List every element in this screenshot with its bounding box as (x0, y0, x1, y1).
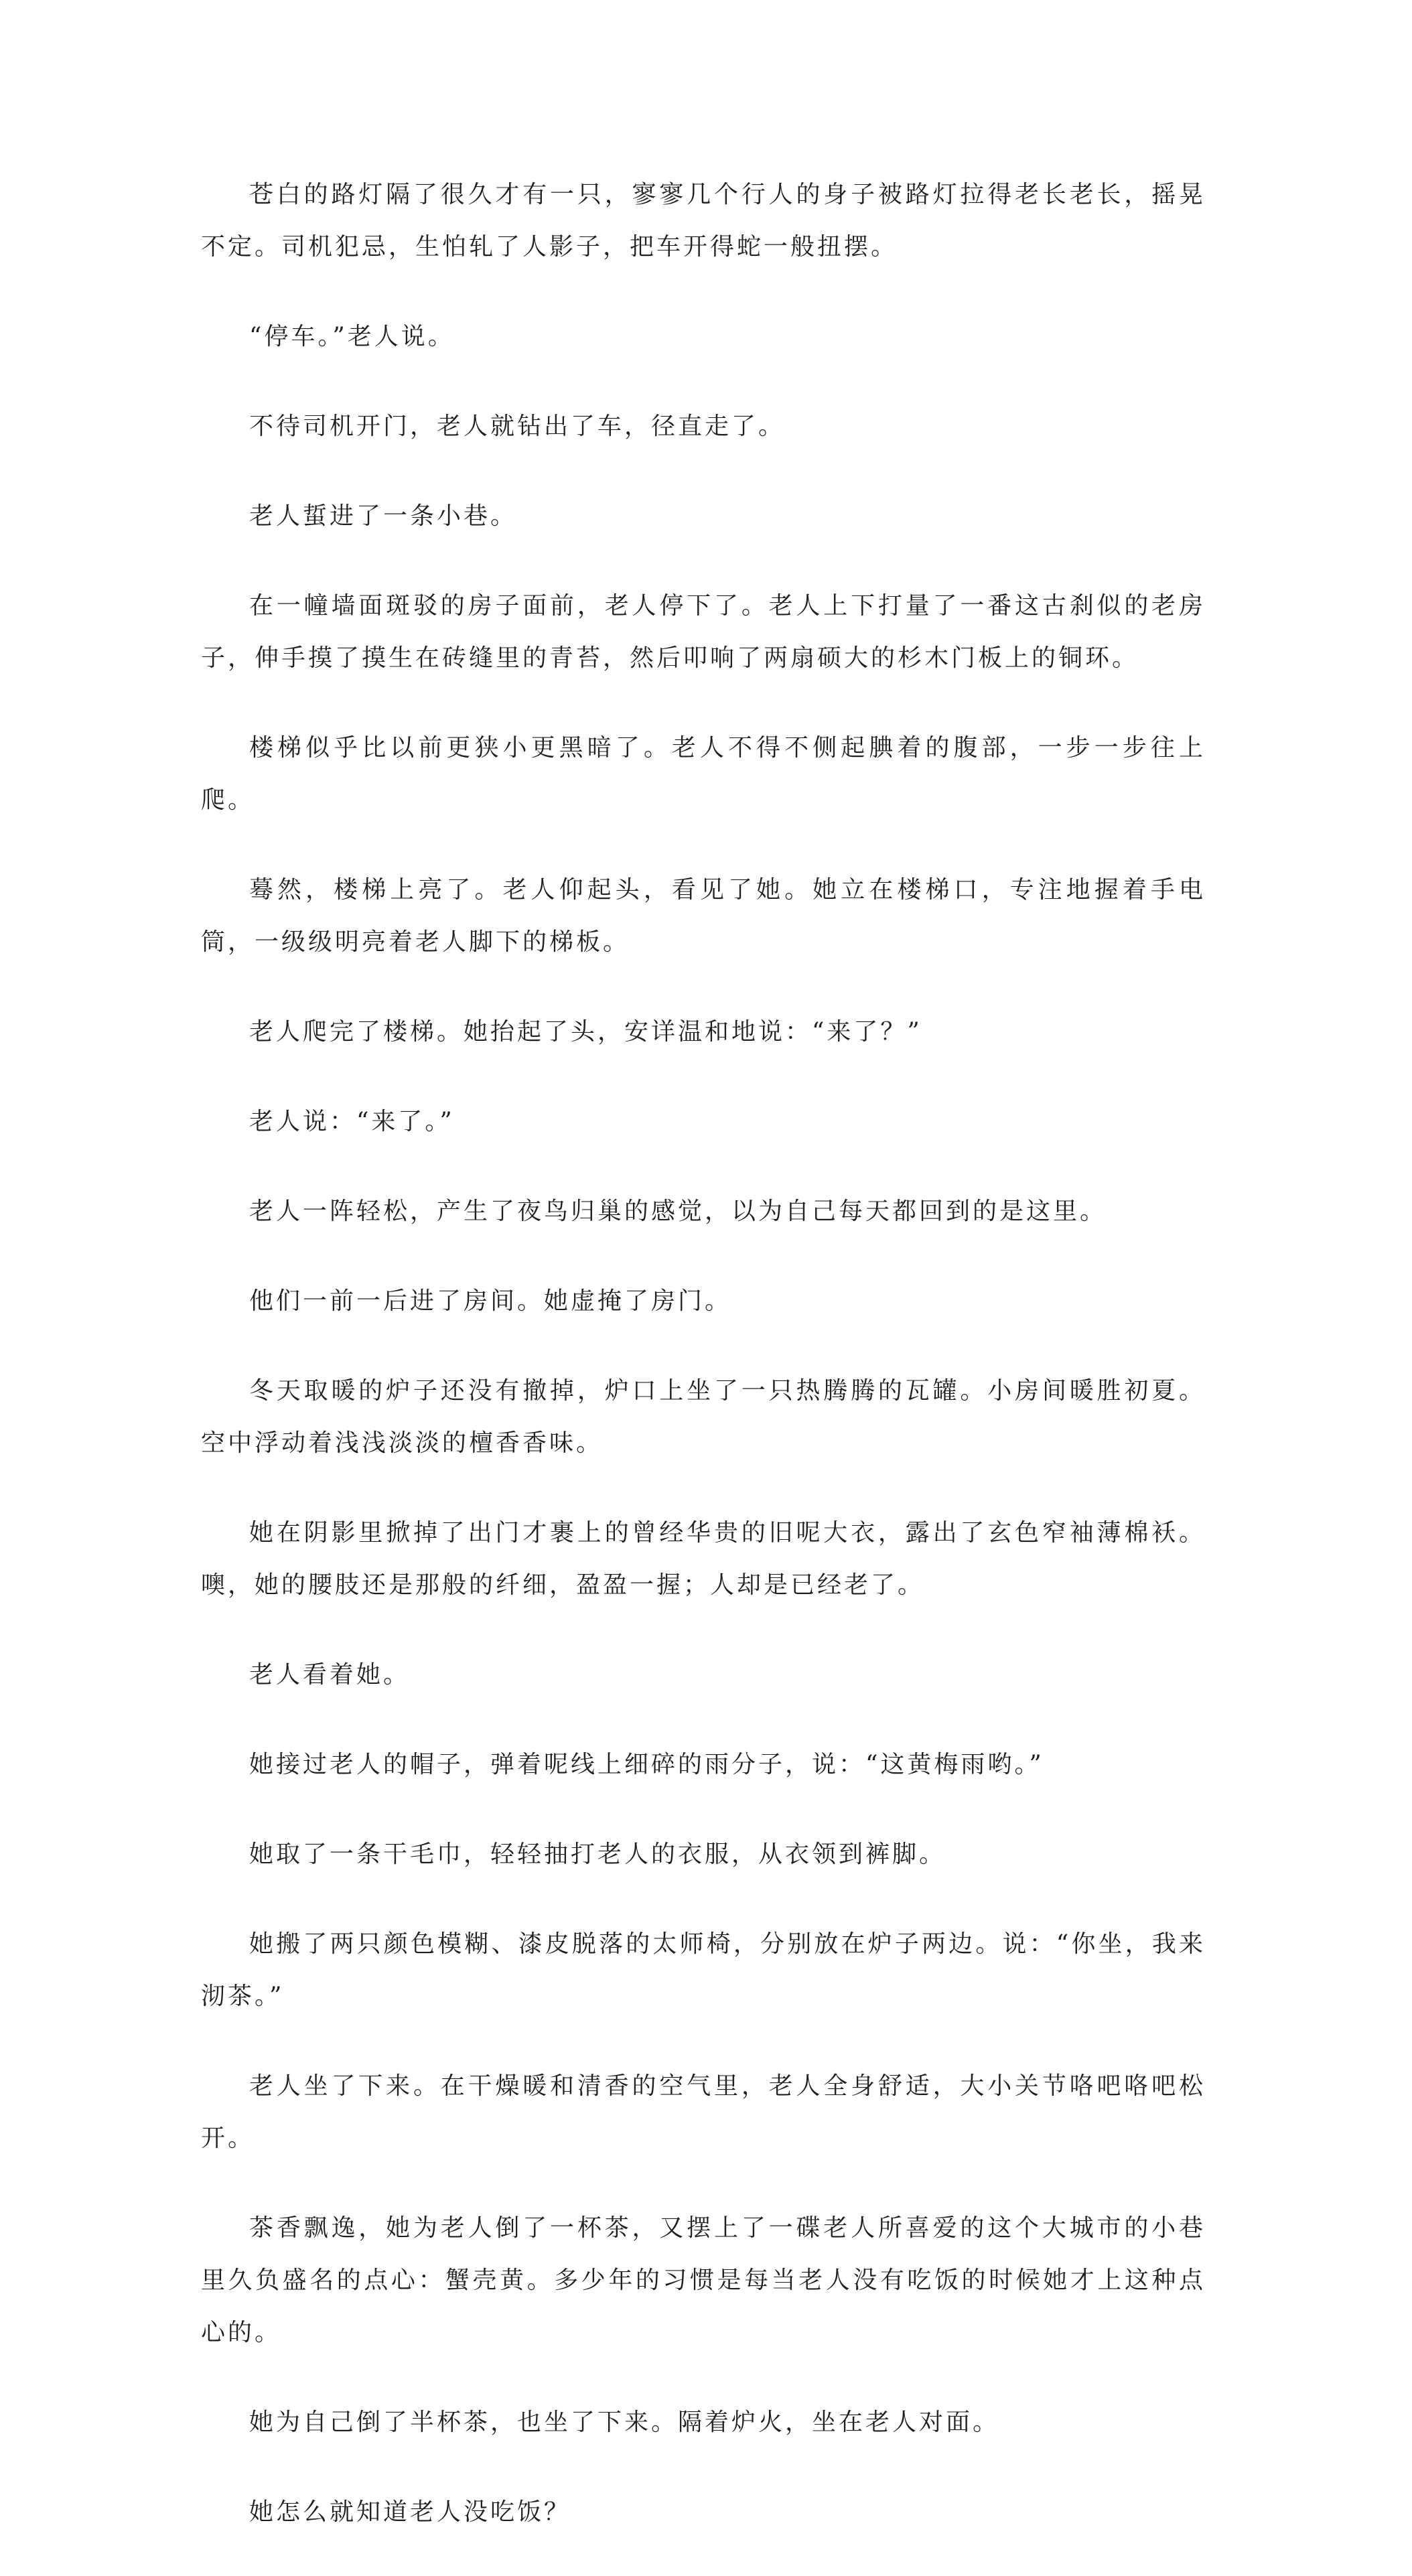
paragraph: 他们一前一后进了房间。她虚掩了房门。 (249, 1287, 732, 1315)
paragraph: 蓦然，楼梯上亮了。老人仰起头，看见了她。她立在楼梯口，专注地握着手电筒，一级级明亮着老人脚下的梯板。 (201, 876, 1206, 956)
paragraph: 老人一阵轻松，产生了夜鸟归巢的感觉，以为自己每天都回到的是这里。 (249, 1198, 1107, 1225)
paragraph: 楼梯似乎比以前更狭小更黑暗了。老人不得不侧起腆着的腹部，一步一步往上爬。 (201, 734, 1206, 814)
paragraph: 茶香飘逸，她为老人倒了一杯茶，又摆上了一碟老人所喜爱的这个大城市的小巷里久负盛名的点心：蟹壳黄。多少年的习惯是每当老人没有吃饭的时候她才上这种点心的。 (201, 2214, 1206, 2346)
paragraph: 她为自己倒了半杯茶，也坐了下来。隔着炉火，坐在老人对面。 (249, 2409, 1000, 2436)
document-body (201, 169, 1206, 2576)
paragraph: 老人看着她。 (249, 1661, 411, 1689)
paragraph: 她怎么就知道老人没吃饭？ (249, 2498, 571, 2526)
paragraph: 老人坐了下来。在干燥暖和清香的空气里，老人全身舒适，大小关节咯吧咯吧松开。 (201, 2072, 1206, 2152)
paragraph: 冬天取暖的炉子还没有撤掉，炉口上坐了一只热腾腾的瓦罐。小房间暖胜初夏。空中浮动着浅浅淡淡的檀香香味。 (201, 1377, 1206, 1457)
paragraph: 不待司机开门，老人就钻出了车，径直走了。 (249, 413, 786, 440)
paragraph: 她搬了两只颜色模糊、漆皮脱落的太师椅，分别放在炉子两边。说：“你坐，我来沏茶。” (201, 1930, 1206, 2010)
paragraph: 在一幢墙面斑驳的房子面前，老人停下了。老人上下打量了一番这古刹似的老房子，伸手摸了摸生在砖缝里的青苔，然后叩响了两扇硕大的杉木门板上的铜环。 (201, 592, 1206, 672)
paragraph: 她接过老人的帽子，弹着呢线上细碎的雨分子，说：“这黄梅雨哟。” (249, 1751, 1044, 1778)
paragraph: 她在阴影里掀掉了出门才裹上的曾经华贵的旧呢大衣，露出了玄色窄袖薄棉袄。噢，她的腰肢还是那般的纤细，盈盈一握；人却是已经老了。 (201, 1519, 1206, 1599)
paragraph: 老人说：“来了。” (249, 1108, 455, 1135)
paragraph: 苍白的路灯隔了很久才有一只，寥寥几个行人的身子被路灯拉得老长老长，摇晃不定。司机犯忌，生怕轧了人影子，把车开得蛇一般扭摆。 (201, 181, 1206, 261)
paragraph: “停车。”老人说。 (249, 323, 455, 350)
paragraph: 老人爬完了楼梯。她抬起了头，安详温和地说：“来了？” (249, 1018, 922, 1046)
paragraph: 老人蜇进了一条小巷。 (249, 502, 518, 530)
paragraph: 她取了一条干毛巾，轻轻抽打老人的衣服，从衣领到裤脚。 (249, 1841, 946, 1868)
